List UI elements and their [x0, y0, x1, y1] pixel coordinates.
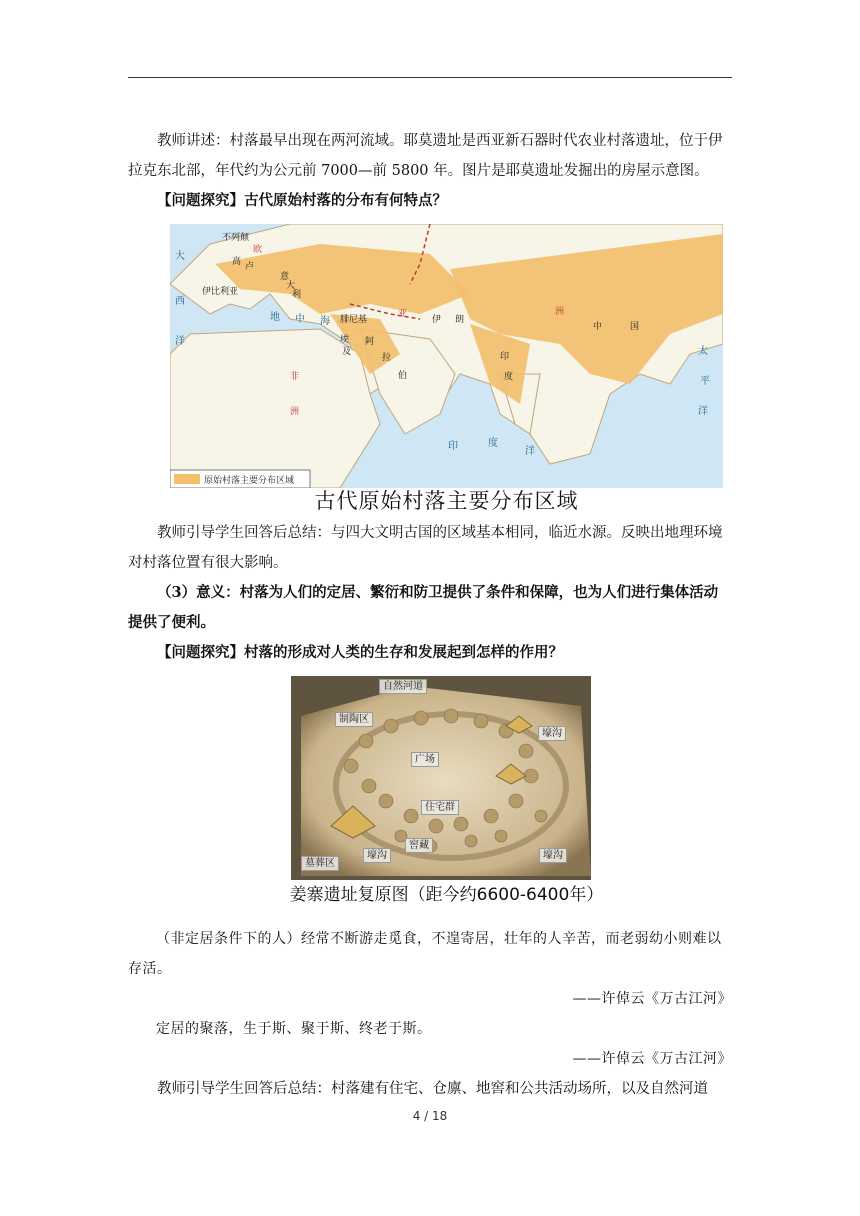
quote-1: （非定居条件下的人）经常不断游走觅食，不遑寄居，壮年的人辛苦，而老弱幼小则难以存活。	[128, 931, 722, 977]
map-label: 伯	[398, 371, 408, 381]
header-rule	[128, 77, 732, 78]
map-label: 国	[630, 322, 640, 332]
photo-label: 制陶区	[335, 712, 373, 727]
map-label: 大	[175, 251, 185, 262]
photo-label: 壕沟	[538, 726, 566, 741]
map-label: 高	[232, 257, 242, 267]
photo-label: 广场	[411, 752, 439, 767]
map-label: 海	[320, 316, 330, 327]
map-label: 拉	[382, 353, 392, 363]
map-label: 中	[295, 314, 305, 325]
map-label: 度	[504, 372, 514, 382]
map-label: 地	[270, 312, 280, 323]
ancient-village-map	[170, 224, 723, 488]
map-caption: 古代原始村落主要分布区域	[314, 489, 579, 513]
map-label: 伊比利亚	[202, 287, 239, 297]
map-label: 印	[448, 441, 458, 452]
map-label: 平	[700, 376, 710, 387]
map-label: 度	[488, 438, 498, 449]
map-label: 欧	[253, 245, 263, 255]
map-label: 大	[286, 281, 296, 291]
photo-label: 住宅群	[421, 800, 459, 815]
map-label: 洋	[175, 336, 185, 347]
map-label: 非	[290, 372, 300, 382]
photo-label: 墓葬区	[301, 856, 339, 871]
photo-label: 壕沟	[539, 848, 567, 863]
photo-label: 窖藏	[405, 838, 433, 853]
jiangzhai-site-photo	[291, 676, 591, 880]
map-label: 伊	[432, 315, 442, 325]
photo-caption: 姜寨遗址复原图（距今约6600-6400年）	[289, 885, 604, 905]
question-distribution: 【问题探究】古代原始村落的分布有何特点？	[157, 192, 447, 209]
map-label: 朗	[455, 315, 465, 325]
map-label: 洲	[290, 407, 300, 417]
map-label: 埃	[340, 335, 350, 345]
map-label: 洲	[555, 307, 565, 317]
paragraph-summary-2: 教师引导学生回答后总结：村落建有住宅、仓廪、地窖和公共活动场所，以及自然河道	[157, 1081, 708, 1097]
map-label: 及	[342, 347, 352, 357]
map-label: 太	[698, 346, 708, 357]
question-role: 【问题探究】村落的形成对人类的生存和发展起到怎样的作用？	[157, 644, 563, 661]
quote-1-source: ——许倬云《万古江河》	[572, 991, 732, 1007]
map-legend-label: 原始村落主要分布区域	[204, 476, 295, 486]
map-label: 腓尼基	[340, 315, 368, 325]
map-label: 洋	[525, 446, 535, 457]
photo-label: 壕沟	[363, 848, 391, 863]
paragraph-teacher-narration: 教师讲述：村落最早出现在两河流域。耶莫遗址是西亚新石器时代农业村落遗址，位于伊拉克东北部，年代约为公元前 7000—前 5800 年。图片是耶莫遗址发掘出的房屋示意图。	[128, 133, 723, 179]
map-label: 卢	[245, 262, 255, 272]
paragraph-significance: （3）意义：村落为人们的定居、繁衍和防卫提供了条件和保障，也为人们进行集体活动提供了便利。	[128, 584, 719, 631]
page-number: 4 / 18	[412, 1109, 448, 1123]
map-label: 意	[280, 272, 290, 282]
map-label: 印	[500, 352, 510, 362]
quote-2-source: ——许倬云《万古江河》	[572, 1051, 732, 1067]
photo-label: 自然河道	[379, 679, 427, 694]
map-label: 洋	[698, 406, 708, 417]
map-label: 利	[292, 290, 302, 300]
paragraph-summary-1: 教师引导学生回答后总结：与四大文明古国的区域基本相同，临近水源。反映出地理环境对村落位置有很大影响。	[128, 525, 723, 571]
map-label: 不列颠	[222, 233, 250, 243]
quote-2: 定居的聚落，生于斯、聚于斯、终老于斯。	[156, 1021, 432, 1037]
map-label: 西	[175, 296, 185, 307]
map-label: 阿	[365, 337, 375, 347]
map-label: 中	[593, 322, 603, 332]
map-drawing	[170, 224, 723, 488]
map-label: 亚	[398, 309, 408, 319]
